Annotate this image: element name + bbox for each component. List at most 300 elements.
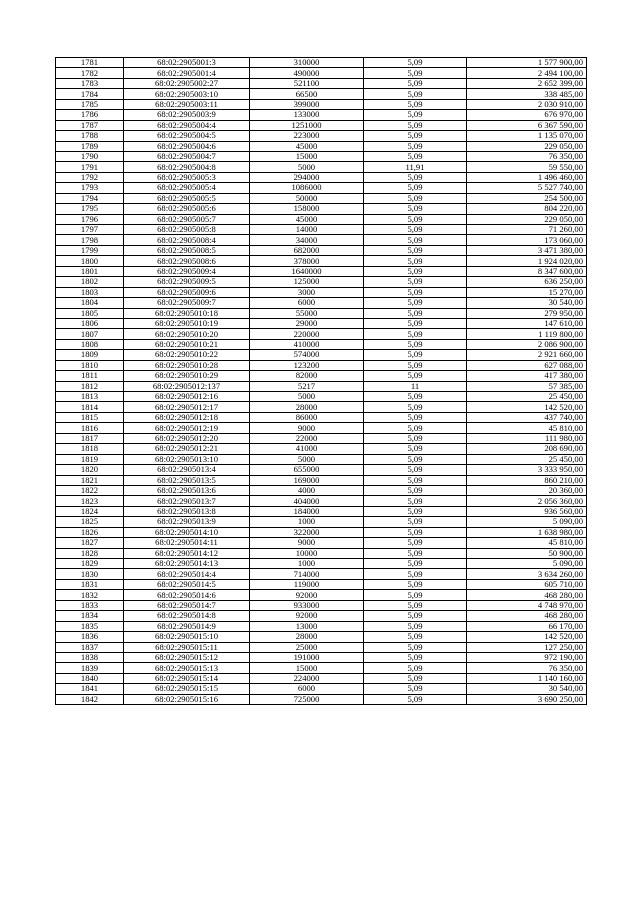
- row-number-cell: 1832: [56, 590, 124, 600]
- area-cell: 1251000: [250, 120, 364, 130]
- row-number-cell: 1807: [56, 329, 124, 339]
- rate-cell: 5,09: [364, 694, 467, 704]
- rate-cell: 11,91: [364, 162, 467, 172]
- cadastral-number-cell: 68:02:2905010:20: [124, 329, 250, 339]
- table-row: [56, 496, 587, 506]
- cadastral-number-cell: 68:02:2905005:8: [124, 225, 250, 235]
- table-row: [56, 329, 587, 339]
- cadastral-number-cell: 68:02:2905015:11: [124, 642, 250, 652]
- rate-cell: 5,09: [364, 78, 467, 88]
- table-row: [56, 652, 587, 662]
- amount-cell: 127 250,00: [467, 642, 587, 652]
- cadastral-number-cell: 68:02:2905012:17: [124, 402, 250, 412]
- amount-cell: 676 970,00: [467, 110, 587, 120]
- table-row: [56, 600, 587, 610]
- table-row: [56, 527, 587, 537]
- area-cell: 22000: [250, 433, 364, 443]
- cadastral-number-cell: 68:02:2905014:10: [124, 527, 250, 537]
- row-number-cell: 1783: [56, 78, 124, 88]
- row-number-cell: 1826: [56, 527, 124, 537]
- amount-cell: 2 086 900,00: [467, 339, 587, 349]
- area-cell: 6000: [250, 684, 364, 694]
- cadastral-number-cell: 68:02:2905004:7: [124, 151, 250, 161]
- area-cell: 55000: [250, 308, 364, 318]
- amount-cell: 25 450,00: [467, 392, 587, 402]
- row-number-cell: 1785: [56, 99, 124, 109]
- rate-cell: 5,09: [364, 611, 467, 621]
- amount-cell: 1 924 020,00: [467, 256, 587, 266]
- cadastral-number-cell: 68:02:2905012:20: [124, 433, 250, 443]
- amount-cell: 804 220,00: [467, 204, 587, 214]
- table-row: [56, 308, 587, 318]
- area-cell: 45000: [250, 214, 364, 224]
- amount-cell: 3 690 250,00: [467, 694, 587, 704]
- area-cell: 310000: [250, 58, 364, 68]
- rate-cell: 5,09: [364, 360, 467, 370]
- amount-cell: 972 190,00: [467, 652, 587, 662]
- table-row: [56, 506, 587, 516]
- amount-cell: 1 577 900,00: [467, 58, 587, 68]
- row-number-cell: 1816: [56, 423, 124, 433]
- rate-cell: 5,09: [364, 308, 467, 318]
- area-cell: 404000: [250, 496, 364, 506]
- area-cell: 725000: [250, 694, 364, 704]
- area-cell: 119000: [250, 579, 364, 589]
- cadastral-number-cell: 68:02:2905014:13: [124, 559, 250, 569]
- cadastral-number-cell: 68:02:2905015:15: [124, 684, 250, 694]
- table-row: [56, 611, 587, 621]
- cadastral-number-cell: 68:02:2905003:11: [124, 99, 250, 109]
- rate-cell: 5,09: [364, 569, 467, 579]
- rate-cell: 5,09: [364, 465, 467, 475]
- amount-cell: 2 494 100,00: [467, 68, 587, 78]
- amount-cell: 142 520,00: [467, 402, 587, 412]
- rate-cell: 5,09: [364, 318, 467, 328]
- rate-cell: 5,09: [364, 485, 467, 495]
- table-row: [56, 235, 587, 245]
- area-cell: 410000: [250, 339, 364, 349]
- area-cell: 378000: [250, 256, 364, 266]
- amount-cell: 2 652 399,00: [467, 78, 587, 88]
- amount-cell: 437 740,00: [467, 412, 587, 422]
- amount-cell: 147 610,00: [467, 318, 587, 328]
- table-row: [56, 68, 587, 78]
- area-cell: 92000: [250, 611, 364, 621]
- amount-cell: 5 527 740,00: [467, 183, 587, 193]
- rate-cell: 5,09: [364, 538, 467, 548]
- amount-cell: 1 638 980,00: [467, 527, 587, 537]
- cadastral-number-cell: 68:02:2905008:5: [124, 245, 250, 255]
- area-cell: 6000: [250, 298, 364, 308]
- rate-cell: 5,09: [364, 652, 467, 662]
- amount-cell: 3 333 950,00: [467, 465, 587, 475]
- table-row: [56, 381, 587, 391]
- table-row: [56, 548, 587, 558]
- table-row: [56, 642, 587, 652]
- table-row: [56, 89, 587, 99]
- row-number-cell: 1804: [56, 298, 124, 308]
- row-number-cell: 1789: [56, 141, 124, 151]
- rate-cell: 5,09: [364, 339, 467, 349]
- table-row: [56, 151, 587, 161]
- area-cell: 9000: [250, 423, 364, 433]
- row-number-cell: 1786: [56, 110, 124, 120]
- rate-cell: 11: [364, 381, 467, 391]
- area-cell: 933000: [250, 600, 364, 610]
- rate-cell: 5,09: [364, 371, 467, 381]
- amount-cell: 229 050,00: [467, 141, 587, 151]
- amount-cell: 1 135 070,00: [467, 131, 587, 141]
- table-row: [56, 162, 587, 172]
- rate-cell: 5,09: [364, 204, 467, 214]
- table-row: [56, 663, 587, 673]
- amount-cell: 936 560,00: [467, 506, 587, 516]
- rate-cell: 5,09: [364, 632, 467, 642]
- row-number-cell: 1781: [56, 58, 124, 68]
- amount-cell: 173 060,00: [467, 235, 587, 245]
- cadastral-number-cell: 68:02:2905014:9: [124, 621, 250, 631]
- rate-cell: 5,09: [364, 444, 467, 454]
- row-number-cell: 1833: [56, 600, 124, 610]
- rate-cell: 5,09: [364, 433, 467, 443]
- rate-cell: 5,09: [364, 329, 467, 339]
- amount-cell: 605 710,00: [467, 579, 587, 589]
- area-cell: 223000: [250, 131, 364, 141]
- table-row: [56, 350, 587, 360]
- cadastral-number-cell: 68:02:2905010:19: [124, 318, 250, 328]
- table-row: [56, 131, 587, 141]
- row-number-cell: 1820: [56, 465, 124, 475]
- land-parcel-table: [55, 57, 587, 705]
- cadastral-number-cell: 68:02:2905012:21: [124, 444, 250, 454]
- row-number-cell: 1822: [56, 485, 124, 495]
- rate-cell: 5,09: [364, 110, 467, 120]
- amount-cell: 6 367 590,00: [467, 120, 587, 130]
- row-number-cell: 1842: [56, 694, 124, 704]
- row-number-cell: 1827: [56, 538, 124, 548]
- row-number-cell: 1811: [56, 371, 124, 381]
- cadastral-number-cell: 68:02:2905012:137: [124, 381, 250, 391]
- area-cell: 220000: [250, 329, 364, 339]
- table-row: [56, 287, 587, 297]
- table-row: [56, 141, 587, 151]
- amount-cell: 71 260,00: [467, 225, 587, 235]
- table-row: [56, 402, 587, 412]
- area-cell: 123200: [250, 360, 364, 370]
- cadastral-number-cell: 68:02:2905008:4: [124, 235, 250, 245]
- row-number-cell: 1794: [56, 193, 124, 203]
- cadastral-number-cell: 68:02:2905003:10: [124, 89, 250, 99]
- table-row: [56, 298, 587, 308]
- rate-cell: 5,09: [364, 235, 467, 245]
- area-cell: 224000: [250, 673, 364, 683]
- table-row: [56, 172, 587, 182]
- cadastral-number-cell: 68:02:2905014:6: [124, 590, 250, 600]
- amount-cell: 45 810,00: [467, 538, 587, 548]
- rate-cell: 5,09: [364, 151, 467, 161]
- cadastral-number-cell: 68:02:2905014:12: [124, 548, 250, 558]
- table-row: [56, 371, 587, 381]
- area-cell: 574000: [250, 350, 364, 360]
- rate-cell: 5,09: [364, 277, 467, 287]
- cadastral-number-cell: 68:02:2905002:27: [124, 78, 250, 88]
- amount-cell: 45 810,00: [467, 423, 587, 433]
- area-cell: 399000: [250, 99, 364, 109]
- amount-cell: 3 634 260,00: [467, 569, 587, 579]
- row-number-cell: 1830: [56, 569, 124, 579]
- rate-cell: 5,09: [364, 89, 467, 99]
- row-number-cell: 1798: [56, 235, 124, 245]
- amount-cell: 338 485,00: [467, 89, 587, 99]
- row-number-cell: 1814: [56, 402, 124, 412]
- amount-cell: 76 350,00: [467, 151, 587, 161]
- amount-cell: 2 056 360,00: [467, 496, 587, 506]
- area-cell: 5000: [250, 392, 364, 402]
- amount-cell: 4 748 970,00: [467, 600, 587, 610]
- rate-cell: 5,09: [364, 621, 467, 631]
- area-cell: 14000: [250, 225, 364, 235]
- cadastral-number-cell: 68:02:2905009:7: [124, 298, 250, 308]
- area-cell: 82000: [250, 371, 364, 381]
- table-row: [56, 225, 587, 235]
- amount-cell: 30 540,00: [467, 298, 587, 308]
- table-row: [56, 245, 587, 255]
- table-row: [56, 277, 587, 287]
- cadastral-number-cell: 68:02:2905015:10: [124, 632, 250, 642]
- amount-cell: 254 500,00: [467, 193, 587, 203]
- rate-cell: 5,09: [364, 58, 467, 68]
- rate-cell: 5,09: [364, 559, 467, 569]
- table-row: [56, 621, 587, 631]
- area-cell: 184000: [250, 506, 364, 516]
- row-number-cell: 1834: [56, 611, 124, 621]
- area-cell: 29000: [250, 318, 364, 328]
- amount-cell: 25 450,00: [467, 454, 587, 464]
- row-number-cell: 1813: [56, 392, 124, 402]
- amount-cell: 636 250,00: [467, 277, 587, 287]
- rate-cell: 5,09: [364, 172, 467, 182]
- cadastral-number-cell: 68:02:2905014:4: [124, 569, 250, 579]
- table-row: [56, 58, 587, 68]
- area-cell: 5000: [250, 162, 364, 172]
- area-cell: 66500: [250, 89, 364, 99]
- table-row: [56, 673, 587, 683]
- cadastral-number-cell: 68:02:2905013:10: [124, 454, 250, 464]
- amount-cell: 5 090,00: [467, 517, 587, 527]
- table-row: [56, 475, 587, 485]
- rate-cell: 5,09: [364, 402, 467, 412]
- cadastral-number-cell: 68:02:2905009:4: [124, 266, 250, 276]
- area-cell: 45000: [250, 141, 364, 151]
- rate-cell: 5,09: [364, 141, 467, 151]
- row-number-cell: 1828: [56, 548, 124, 558]
- area-cell: 5000: [250, 454, 364, 464]
- rate-cell: 5,09: [364, 68, 467, 78]
- amount-cell: 20 360,00: [467, 485, 587, 495]
- area-cell: 1000: [250, 517, 364, 527]
- row-number-cell: 1838: [56, 652, 124, 662]
- rate-cell: 5,09: [364, 527, 467, 537]
- rate-cell: 5,09: [364, 266, 467, 276]
- cadastral-number-cell: 68:02:2905004:4: [124, 120, 250, 130]
- area-cell: 10000: [250, 548, 364, 558]
- area-cell: 9000: [250, 538, 364, 548]
- row-number-cell: 1817: [56, 433, 124, 443]
- row-number-cell: 1818: [56, 444, 124, 454]
- table-row: [56, 694, 587, 704]
- amount-cell: 1 119 800,00: [467, 329, 587, 339]
- row-number-cell: 1831: [56, 579, 124, 589]
- row-number-cell: 1793: [56, 183, 124, 193]
- table-row: [56, 110, 587, 120]
- cadastral-number-cell: 68:02:2905015:16: [124, 694, 250, 704]
- area-cell: 3000: [250, 287, 364, 297]
- cadastral-number-cell: 68:02:2905005:4: [124, 183, 250, 193]
- cadastral-number-cell: 68:02:2905014:5: [124, 579, 250, 589]
- area-cell: 191000: [250, 652, 364, 662]
- table-row: [56, 569, 587, 579]
- row-number-cell: 1799: [56, 245, 124, 255]
- area-cell: 28000: [250, 632, 364, 642]
- row-number-cell: 1819: [56, 454, 124, 464]
- table-row: [56, 559, 587, 569]
- area-cell: 294000: [250, 172, 364, 182]
- area-cell: 169000: [250, 475, 364, 485]
- area-cell: 13000: [250, 621, 364, 631]
- cadastral-number-cell: 68:02:2905014:7: [124, 600, 250, 610]
- row-number-cell: 1824: [56, 506, 124, 516]
- table-row: [56, 517, 587, 527]
- table-row: [56, 266, 587, 276]
- row-number-cell: 1835: [56, 621, 124, 631]
- row-number-cell: 1836: [56, 632, 124, 642]
- rate-cell: 5,09: [364, 350, 467, 360]
- area-cell: 25000: [250, 642, 364, 652]
- table-row: [56, 433, 587, 443]
- table-row: [56, 590, 587, 600]
- cadastral-number-cell: 68:02:2905010:21: [124, 339, 250, 349]
- table-row: [56, 465, 587, 475]
- row-number-cell: 1821: [56, 475, 124, 485]
- rate-cell: 5,09: [364, 392, 467, 402]
- cadastral-number-cell: 68:02:2905010:22: [124, 350, 250, 360]
- table-row: [56, 423, 587, 433]
- area-cell: 15000: [250, 151, 364, 161]
- rate-cell: 5,09: [364, 412, 467, 422]
- table-row: [56, 256, 587, 266]
- row-number-cell: 1812: [56, 381, 124, 391]
- table-body: [56, 58, 587, 705]
- rate-cell: 5,09: [364, 454, 467, 464]
- amount-cell: 1 496 460,00: [467, 172, 587, 182]
- table-row: [56, 120, 587, 130]
- cadastral-number-cell: 68:02:2905015:13: [124, 663, 250, 673]
- rate-cell: 5,09: [364, 579, 467, 589]
- amount-cell: 111 980,00: [467, 433, 587, 443]
- rate-cell: 5,09: [364, 475, 467, 485]
- cadastral-number-cell: 68:02:2905013:7: [124, 496, 250, 506]
- rate-cell: 5,09: [364, 225, 467, 235]
- rate-cell: 5,09: [364, 548, 467, 558]
- rate-cell: 5,09: [364, 663, 467, 673]
- rate-cell: 5,09: [364, 496, 467, 506]
- cadastral-number-cell: 68:02:2905014:11: [124, 538, 250, 548]
- cadastral-number-cell: 68:02:2905010:29: [124, 371, 250, 381]
- amount-cell: 2 921 660,00: [467, 350, 587, 360]
- table-row: [56, 99, 587, 109]
- table-row: [56, 579, 587, 589]
- table-row: [56, 204, 587, 214]
- cadastral-number-cell: 68:02:2905001:4: [124, 68, 250, 78]
- row-number-cell: 1803: [56, 287, 124, 297]
- table-row: [56, 318, 587, 328]
- area-cell: 158000: [250, 204, 364, 214]
- rate-cell: 5,09: [364, 256, 467, 266]
- area-cell: 34000: [250, 235, 364, 245]
- amount-cell: 50 900,00: [467, 548, 587, 558]
- cadastral-number-cell: 68:02:2905010:28: [124, 360, 250, 370]
- cadastral-number-cell: 68:02:2905009:5: [124, 277, 250, 287]
- rate-cell: 5,09: [364, 423, 467, 433]
- rate-cell: 5,09: [364, 245, 467, 255]
- row-number-cell: 1782: [56, 68, 124, 78]
- amount-cell: 860 210,00: [467, 475, 587, 485]
- area-cell: 655000: [250, 465, 364, 475]
- row-number-cell: 1787: [56, 120, 124, 130]
- row-number-cell: 1825: [56, 517, 124, 527]
- table-row: [56, 444, 587, 454]
- row-number-cell: 1841: [56, 684, 124, 694]
- table-row: [56, 392, 587, 402]
- table-row: [56, 538, 587, 548]
- row-number-cell: 1837: [56, 642, 124, 652]
- table-row: [56, 412, 587, 422]
- cadastral-number-cell: 68:02:2905009:6: [124, 287, 250, 297]
- amount-cell: 468 280,00: [467, 611, 587, 621]
- rate-cell: 5,09: [364, 99, 467, 109]
- row-number-cell: 1829: [56, 559, 124, 569]
- rate-cell: 5,09: [364, 684, 467, 694]
- row-number-cell: 1792: [56, 172, 124, 182]
- rate-cell: 5,09: [364, 590, 467, 600]
- area-cell: 682000: [250, 245, 364, 255]
- cadastral-number-cell: 68:02:2905013:9: [124, 517, 250, 527]
- table-row: [56, 360, 587, 370]
- row-number-cell: 1840: [56, 673, 124, 683]
- cadastral-number-cell: 68:02:2905014:8: [124, 611, 250, 621]
- row-number-cell: 1815: [56, 412, 124, 422]
- amount-cell: 15 270,00: [467, 287, 587, 297]
- table-row: [56, 193, 587, 203]
- area-cell: 490000: [250, 68, 364, 78]
- cadastral-number-cell: 68:02:2905012:16: [124, 392, 250, 402]
- amount-cell: 3 471 380,00: [467, 245, 587, 255]
- area-cell: 28000: [250, 402, 364, 412]
- row-number-cell: 1806: [56, 318, 124, 328]
- rate-cell: 5,09: [364, 642, 467, 652]
- amount-cell: 229 050,00: [467, 214, 587, 224]
- table-row: [56, 454, 587, 464]
- cadastral-number-cell: 68:02:2905005:3: [124, 172, 250, 182]
- cadastral-number-cell: 68:02:2905015:12: [124, 652, 250, 662]
- amount-cell: 8 347 600,00: [467, 266, 587, 276]
- row-number-cell: 1790: [56, 151, 124, 161]
- cadastral-number-cell: 68:02:2905010:18: [124, 308, 250, 318]
- row-number-cell: 1823: [56, 496, 124, 506]
- cadastral-number-cell: 68:02:2905005:7: [124, 214, 250, 224]
- area-cell: 4000: [250, 485, 364, 495]
- area-cell: 5217: [250, 381, 364, 391]
